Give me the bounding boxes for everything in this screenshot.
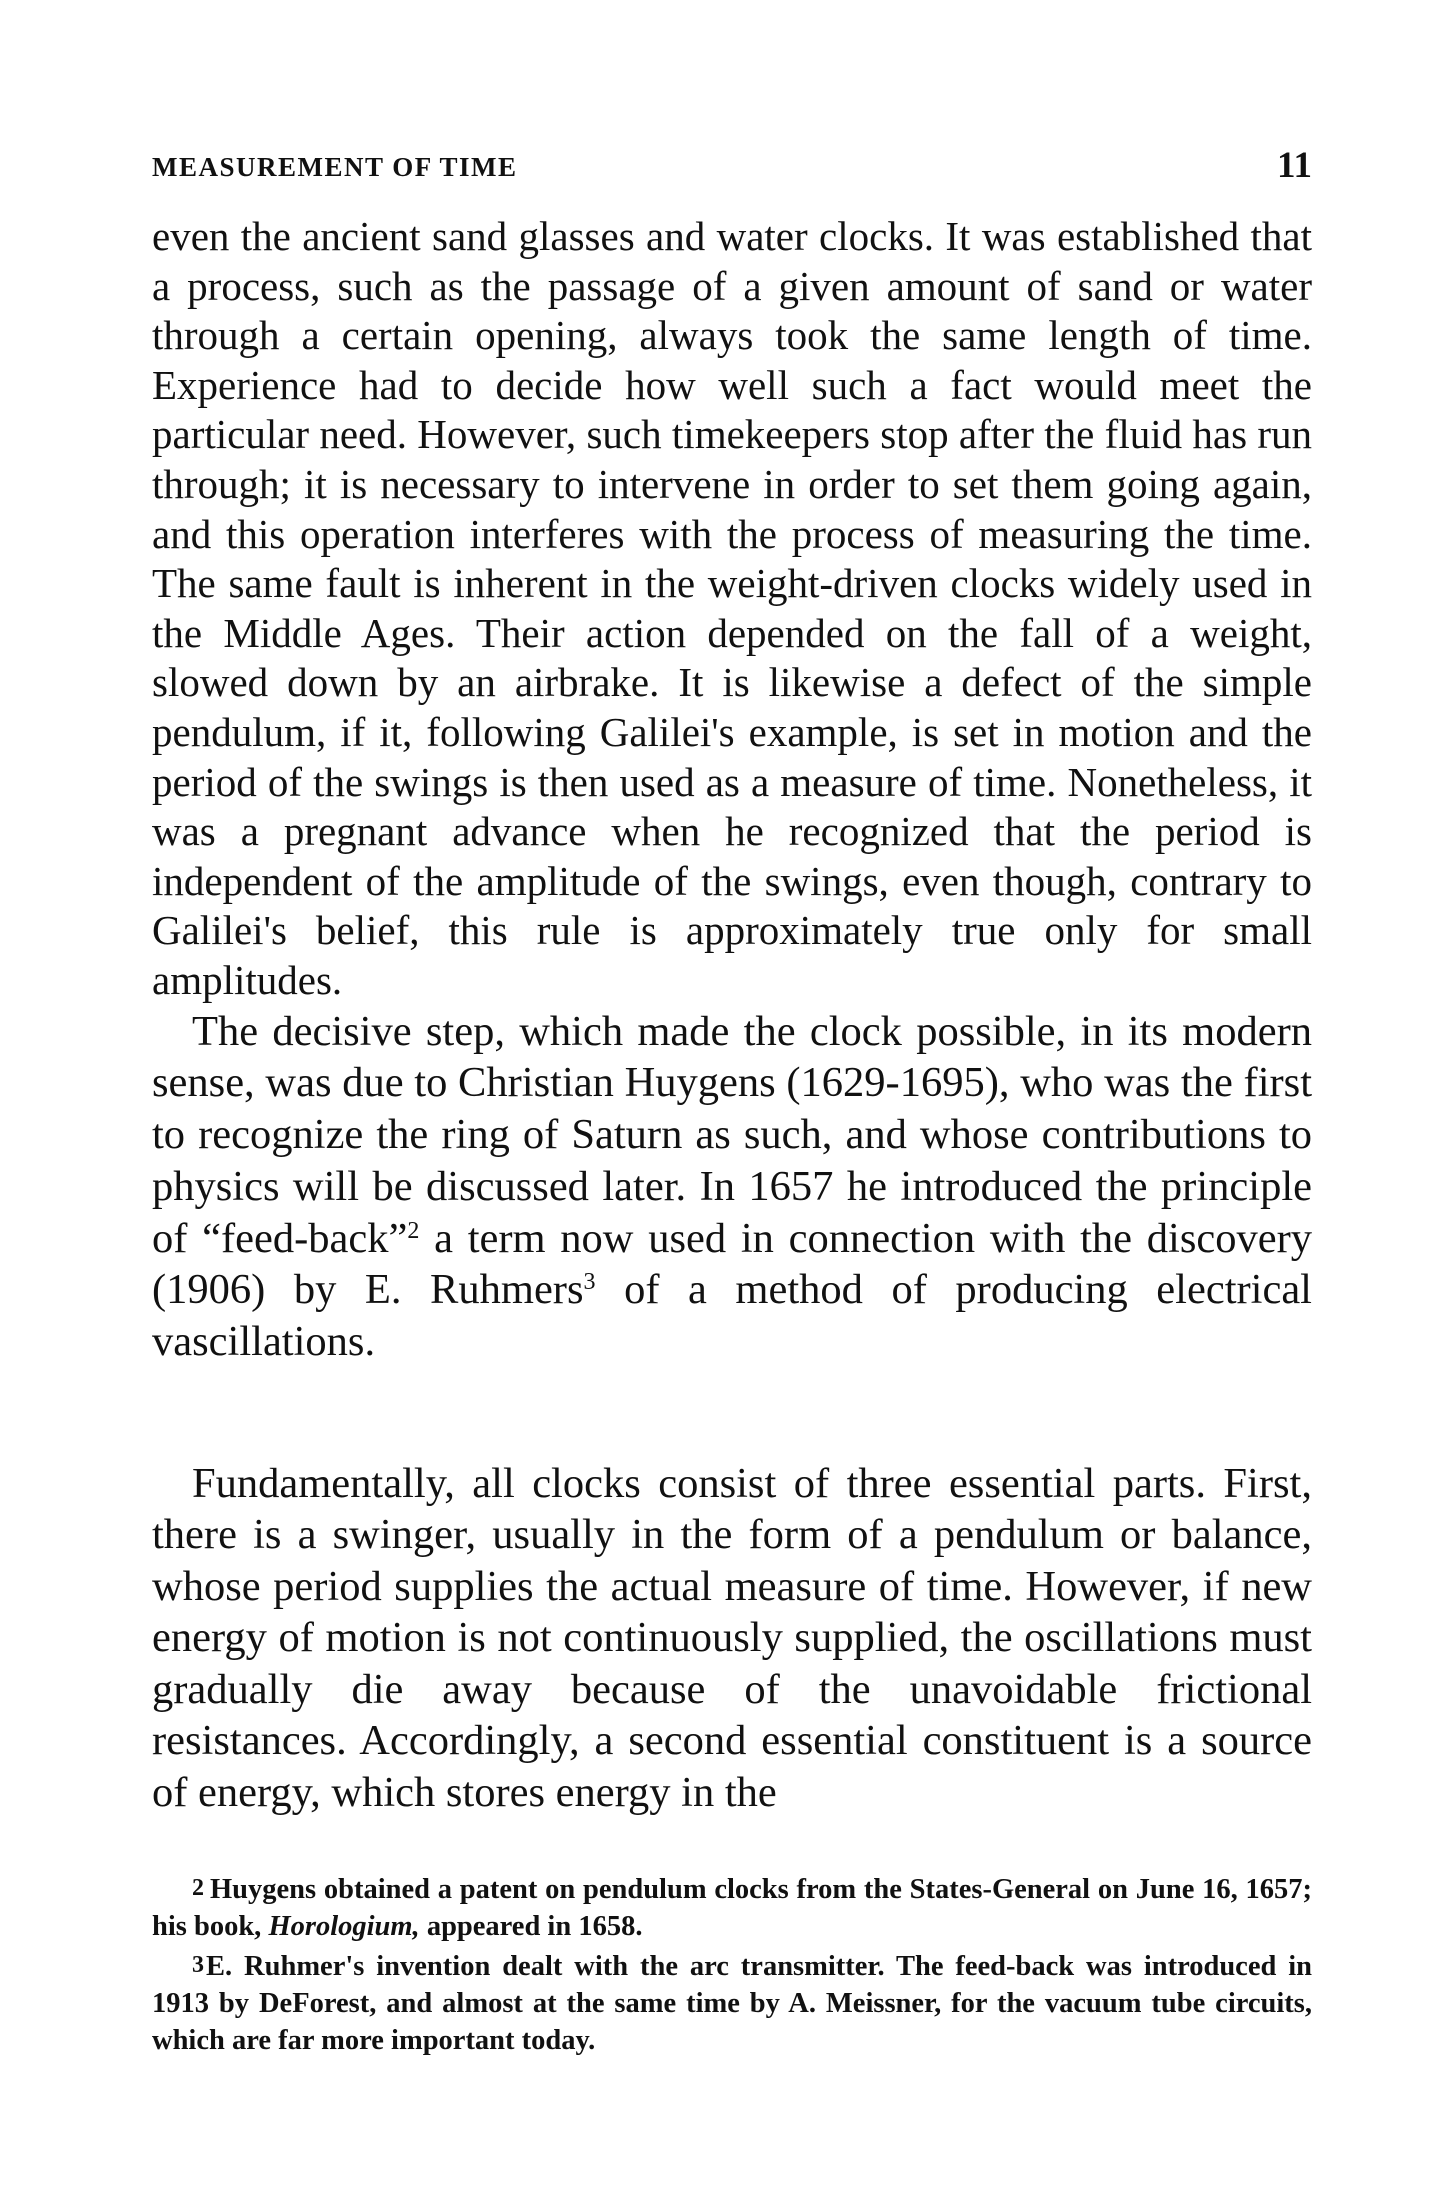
footnote-ref-3: 3: [583, 1269, 596, 1296]
running-title: MEASUREMENT OF TIME: [152, 152, 518, 182]
footnote-3-mark: 3: [192, 1951, 204, 1978]
footnote-2-text-b: appeared in 1658.: [419, 1910, 643, 1942]
book-page: [152, 140, 1312, 2059]
footnote-2-mark: 2: [192, 1874, 204, 1901]
page-number: 11: [1277, 145, 1312, 186]
footnote-3: [152, 1947, 1312, 2059]
paragraph-clock-parts: Fundamentally, all clocks consist of three essential parts. First, there is a swinger, usually in the form of a pendulum or balance, whose period supplies the actual measure of time. However, if new energy of motion is not continuously supplied, the oscillations must gradually die away because of the unavoidable frictional resistances. Accordingly, a second essential constituent is a source of energy, which stores energy in the: [152, 1460, 1312, 1816]
footnote-2-text-a: Huygens obtained a patent on pendulum clocks from the States-General on June 16, 1657; his book,: [152, 1873, 1312, 1942]
footnote-2-book-title: Horologium,: [268, 1910, 420, 1942]
footnote-2: [152, 1870, 1312, 1945]
paragraph-huygens-text-c: of a method of producing electrical vascillations.: [152, 1266, 1312, 1366]
footnote-ref-2: 2: [407, 1217, 420, 1244]
paragraph-huygens-text-b: a term now used in connection with the discovery (1906) by E. Ruhmers: [152, 1214, 1313, 1314]
paragraph-huygens: [152, 1006, 1312, 1369]
footnote-3-text: E. Ruhmer's invention dealt with the arc transmitter. The feed-back was introduced in 1913 by DeForest, and almost at the same time by A. Meissner, for the vacuum tube circuits, which are far more important today.: [152, 1950, 1312, 2056]
footnotes: [152, 1870, 1312, 2059]
running-head: [152, 140, 1312, 200]
paragraph-sand-glasses: even the ancient sand glasses and water clocks. It was established that a process, such as the passage of a given amount of sand or water through a certain opening, always took the same length of time. Experience had to decide how well such a fact would meet the particular need. However, such timekeepers stop after the fluid has run through; it is necessary to intervene in order to set them going again, and this operation interferes with the process of measuring the time. The same fault is inherent in the weight-driven clocks widely used in the Middle Ages. Their action depended on the fall of a weight, slowed down by an airbrake. It is likewise a defect of the simple pendulum, if it, following Galilei's example, is set in motion and the period of the swings is then used as a measure of time. Nonetheless, it was a pregnant advance when he recognized that the period is independent of the amplitude of the swings, even though, contrary to Galilei's belief, this rule is approximately true only for small amplitudes.: [152, 213, 1312, 1003]
paragraph-huygens-text-a: The decisive step, which made the clock possible, in its modern sense, was due to Christian Huygens (1629-1695), who was the first to recognize the ring of Saturn as such, and whose contributions to physics will be discussed later. In 1657 he introduced the principle of “feed-back”: [152, 1007, 1312, 1262]
